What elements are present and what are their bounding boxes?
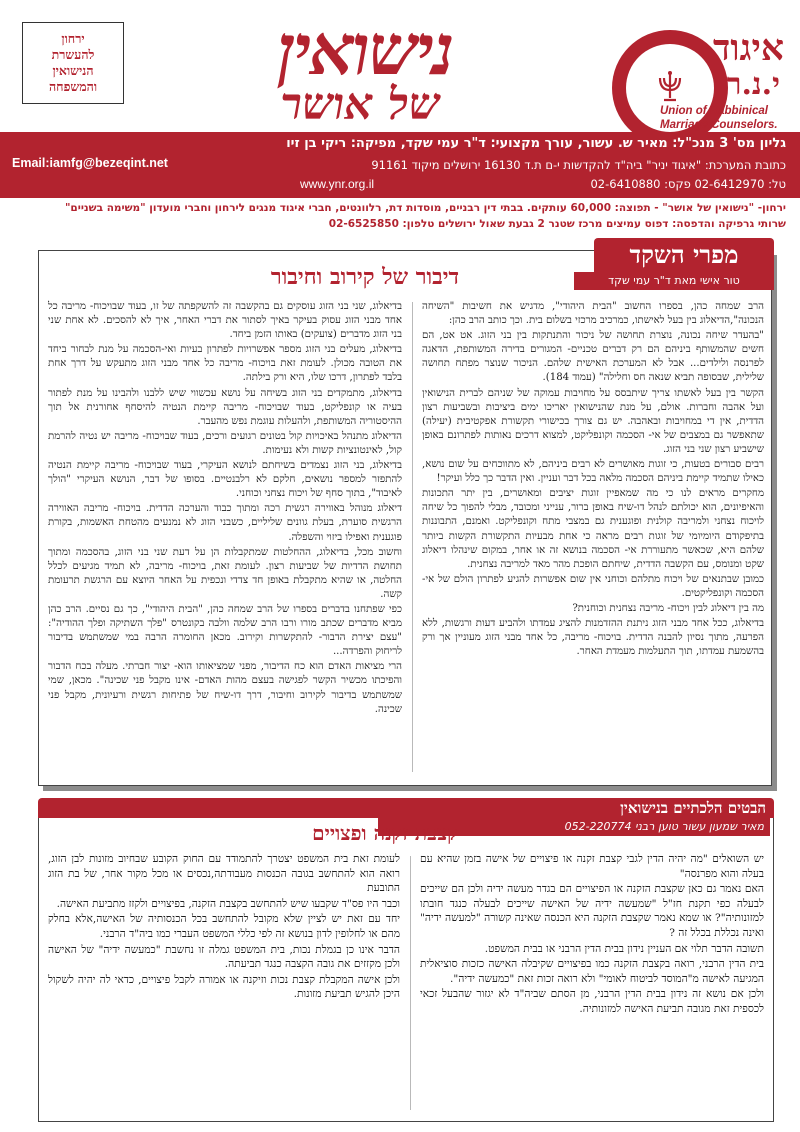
paragraph: בדיאלוג, שני בני הזוג עוסקים גם בהקשבה זה להשקפתה של זו, בעוד שבויכוח- מריבה כל אחד מבני הזוג עסוק בעיקר באיך לסתור את דברי האחר, איך לא להסכים. לא אחת שני בני הזוג מדברים (צועקים) באותו הזמן ביחד. [48,301,402,341]
tagline-line: הנישואין [52,63,94,78]
tagline-line: להעשרת [51,47,95,62]
distribution-info [0,200,800,236]
feature-section-title: מפרי השקד [594,238,774,272]
paragraph: תשובה הדבר תלוי אם העניין נידון בבית הדין הרבני או בבית המשפט. [484,942,764,955]
paragraph: יחד עם זאת יש לציין שלא מקובל להתחשב בכל הכנסותיה של האישה,אלא בחלק מהם או לחלופין לדון בנושא זה לפי כללי המשפט העברי כמו ביה"ד הרבני. [48,913,400,940]
feature-article-title: דיבור של קירוב וחיבור [270,264,460,290]
paragraph: בדיאלוג, מעלים בני הזוג מספר אפשרויות לפתרון בעיות ואי-הסכמה על מנת לבחור ביחד את הטובה מכולן. לעומת זאת בויכוח- מריבה כל אחד מבני הזוג מתעקש על דרך אחת בלבד לפתרון, דרכו שלו, היא ורק בילתה. [48,344,402,384]
paragraph: בית הדין הרבני, רואה בקצבת הזקנה כמו בפיצויים שקיבלה האישה כזכות סוציאלית המגיעה לאישה מ"המוסד לביטוח לאומי" ולא רואה זכות זאת "כמעשה ידיה". [420,958,764,985]
feature-column-right [422,300,764,778]
halakha-column-right [420,852,764,1114]
tagline-badge [22,22,124,104]
paragraph: וכבר היו פס"ד שקבעו שיש להתחשב בקצבת הזקנה, בפיצויים ולקזז מתביעת האישה. [56,897,400,910]
halakha-author-line: מאיר שמעון עשור טוען רבני 052-220774 [378,818,770,836]
halakha-section-title: הבטים הלכתיים בנישואין [620,799,766,817]
paragraph: מה בין דיאלוג לבין ויכוח- מריבה נצחנית וכוחנית? [572,602,764,614]
masthead-subtitle: של אושר [280,79,440,130]
paragraph: "בהעדר שיחה נכונה, נוצרת תחושה של ניכור והתנתקות בין בני הזוג. אט אט, הם חשים שהמשותף ביניהם הם רק דברים טכניים- המגורים בדירה המשותפת, הדאגה לפרנסה ולילדים... אבל לא המערכת האישית שלהם. הניכור שנוצר מפתח תחושה שלילית, שבסופה תביא שנאה חס וחלילה" (עמוד 184). [422,330,764,384]
column-divider [412,302,413,772]
contact-line: טל: 02-6412970 פקס: 02-6410880 [590,177,786,191]
paragraph: האם נאמר גם כאן שקצבת הזקנה או הפיצויים הם בגדר מעשה ידיה ולכן הם שייכים לבעלה כפי תקנת חז"ל "שמעשה ידיה של האישה שייכים לבעלה כנגד חובתו למזונותיה"? או שמא נאמר שקצבת הזקנה היא הכנסה שאינה קשורה "למעשה ידיה" ואינה נכללת בכלל זה ? [420,883,764,939]
paragraph: כפי שפתחנו בדברים בספרו של הרב שמחה כהן, "הבית היהודי", כך גם נסיים. הרב כהן מביא מדברים שכתב מורו ורבו הרב שלמה וולבה בקונטרס "פלך השתיקה ופלך ההודיה": "עצם יצירת הדבור- להתקשרות וקירוב. מכאן החומרה הרבה במי שמשתמש בדיבור לריחוק והפרדה... [48,603,402,658]
paragraph: ולכן אם נושא זה נידון בבית הדין הרבני, מן הסתם שביה"ד לא יגזור שהבעל זכאי לכספית זאת מגובה תביעת האישה למזונותיה. [420,988,764,1015]
paragraph: מחקרים מראים לנו כי מה שמאפיין זוגות יציבים ומאושרים, בין יתר התכונות והאיפיונים, הוא יכולתם לנהל דו-שיח באופן ברור, ענייני ומכובד, מבלי להפוך כל שיחה לויכוח נצחני ולמריבה קולנית ופוגענית גם במצבי מתח וקונפליקט. ואמנם, התבוננות בתיפקודם היומיומי של זוגות רבים מראה כי אחת מבעיות התקשורת הקשות ביותר שלהם היא, שכאשר מתעוררת אי- הסכמה בנושא זה או אחר, במקום שינהלו דיאלוג שקט ומנומס, עם הקשבה הדדית, שיחתם הופכת מהר מאד למריבה נצחנית. [422,488,764,570]
email-link[interactable]: Email:iamfg@bezeqint.net [12,156,168,170]
paragraph: בדיאלוג, מתמקדים בני הזוג בשיחה על נושא עכשווי שיש ללבנו ולהבינו על מנת לפתור בעיה או קונפליקט, בעוד שבויכוח- מריבה קיימת הנטיה להיסחף אחורנית אל תוך ההיסטוריה המשותפת, ולהעלות עוגמת נפש מהעבר. [48,387,402,427]
address-line: כתובת המערכת: "איגוד יניר" ביה"ד להקדשות י-ם ת.ד 16130 ירושלים מיקוד 91161 [371,158,786,172]
column-divider [410,856,411,1110]
distribution-line: ירחון- "נישואין של אושר" - תפוצה: 60,000 עותקים. בבתי דין רבניים, מוסדות דת, רלוונטים, חברי איגוד מנגים לירחון וחברי מועדון "משימה בשניים" [64,202,786,214]
header-info-band [0,132,800,198]
tagline-line: ירחון [61,31,85,46]
logo-acronym: י.נ.ר [726,67,780,102]
paragraph: הרי מציאות האדם הוא כח הדיבור, מפני שמציאותו הוא- יצור חברתי. מעלה בכח הדבור והפיכתו מכשיר הקשר לפגישה בעצם מהות האדם- אינו מקבל פני שכינה". מכאן, שמי שמשתמש בדיבור לקירוב וחיבור, דרך דו-שיח של פתיחות רגשית ורעיונית, מקבל פני שכינה. [48,661,402,715]
feature-section-subtitle: טור אישי מאת ד"ר עמי שקד [574,272,774,290]
tagline-line: והמשפחה [48,79,98,94]
issue-line: גליון מס' 3 מנכ"ל: מאיר ש. עשור, עורך מקצועי: ד"ר עמי שקד, מפיקה: ריקי בן זיו [286,136,786,151]
paragraph: רבים סבורים בטעות, כי זוגות מאושרים לא רבים ביניהם, לא מתווכחים על שום נושא, כאילו שתמיד קיימת ביניהם הסכמה מלאה בכל דבר ועניין. ואין הדבר כך כלל ועיקר! [422,459,764,485]
halakha-article-title: קצבת זקנה ופצויים [312,821,458,845]
paragraph: יש השואלים "מה יהיה הדין לגבי קצבת זקנה או פיצויים של אישה בזמן שהיא עם בעלה והוא מפרנסה" [420,853,764,880]
masthead [150,8,600,132]
website-link[interactable]: www.ynr.org.il [300,177,375,191]
paragraph: וחשוב מכל, בדיאלוג, ההחלטות שמתקבלות הן על דעת שני בני הזוג, בהסכמה ומתוך תחושת הדדיות של שביעות רצון. לעומת זאת, בויכוח- מריבה, לא תמיד מגיעים לכלל החלטה, או שהיא מתקבלת באופן חד צדדי ונכפית על האחר היוצא עם הרגשת תרעומת קשה. [48,546,402,600]
paragraph: דיאלוג מנוהל באווירה רגשית רכה ומתוך כבוד והערכה הדדית. בויכוח- מריבה האווירה הרגשית סוערת, בעלת גוונים שליליים, כשבני הזוג לא נמנעים מהטחת האשמות, בקורת פוגענית ואפילו ביזוי והשפלה. [48,503,402,543]
logo-title: איגוד [713,27,784,69]
paragraph: בדיאלוג, בני הזוג נצמדים בשיחתם לנושא העיקרי, בעוד שבויכוח- מריבה קיימת הנטיה להתפזר למספר נושאים, חלקם לא רלבנטיים. בסופו של דבר, הנושא העיקרי "הולך לאיבוד", בתוך סחף של ויכוח נצחני וכוחני. [48,460,402,500]
paragraph: ולכן אישה המקבלת קצבת נכות וזיקנה או אמורה לקבל פיצויים, כדאי לה יהיה לשקול היכן להגיש תביעת מזונות. [48,973,400,1001]
paragraph: הרב שמחה כהן, בספרו החשוב "הבית היהודי", מדגיש את חשיבות "השיחה הנכונה",הדיאלוג בין בעל לאישתו, כמרכיב מרכזי בשלום בית. וכך כותב הרב כהן: [422,301,764,327]
feature-column-left [48,300,402,778]
paragraph: כמובן שבתנאים של ויכוח מתלהם וכוחני אין שום אפשרות להגיע לפתרון הולם של אי- הסכמה וקונפליקטים. [422,573,764,599]
paragraph: לעומת זאת בית המשפט יצטרך להתמודד עם החוק הקובע שבחיוב מזונות לבן הזוג, רואה הוא להתחשב בגובה הכנסות מעבודתה,נכסים או מכל מקור אחר, של בת הזוג התובעת [48,853,400,895]
paragraph: הקשר בין בעל לאשתו צריך שיתבסס על מחויבות עמוקה של שניהם לברית הנישואין ועל אהבה וחברות. אולם, על מנת שהנישואין יאריכו ימים ביציבות ובשביעות רצון הדדית, אין די במחויבות ובאהבה. יש גם צורך בכישורי תקשורת אפקטיבית (יעילה) שתאפשר גם במצבים של אי- הסכמה וקונפליקט, למצוא דרכים נאותות לפתרונם באופן שישביע רצון שני בני הזוג. [422,387,764,455]
halakha-column-left [48,852,400,1114]
paragraph: הדבר אינו כן בגמלת נכות, בית המשפט גמלה זו נחשבת "כמעשה ידיה" של האישה ולכן מקזזים את גובה הקצבה כנגד תביעתה. [48,943,400,971]
print-line: שרותי גרפיקה והדפסה: דפוס עמיצים מרכז שטנר 2 גבעת שאול ירושלים טלפון: 02-6525850 [328,218,786,230]
masthead-title: נישואין [277,8,453,91]
paragraph: בדיאלוג, ככל אחד מבני הזוג ניתנת ההזדמנות להציג עמדתו ולהביע דעות ורגשות, ללא הפרעה, מתוך נסיון להבנה הדדית. בויכוח- מריבה, כל אחד מבני הזוג מעוניין אך ורק בהשמעת עמדתו, תוך התעלמות מעמדת האחר. [422,618,764,658]
paragraph: הדיאלוג מתנהל באיכויות קול בטונים רגועים ורכים, בעוד שבויכוח- מריבה יש נטיה להרמת קול, לאינטונציות קשות ולא נעימות. [48,430,402,456]
logo-english: Union of Rabbinical Marriage Counselors. [660,105,778,131]
